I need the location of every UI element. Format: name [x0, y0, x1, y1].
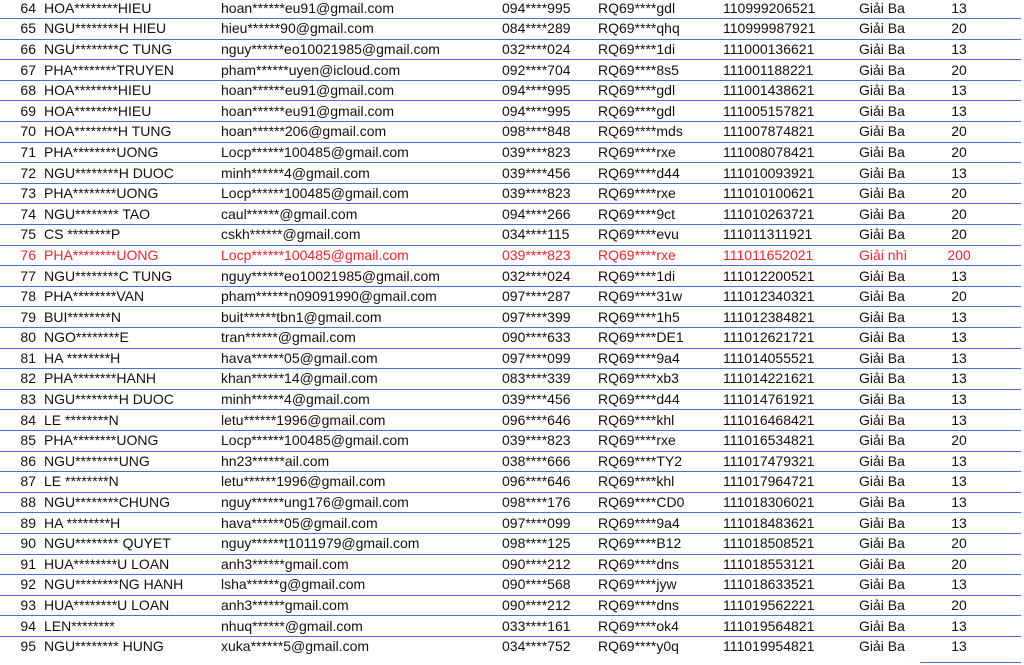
table-row [0, 142, 1021, 163]
table-row [0, 389, 1021, 410]
table-row [0, 19, 1021, 40]
prize-cell: Giải Ba [853, 204, 921, 225]
name-cell: NGU********H DUOC [40, 163, 218, 184]
phone-cell: 039****456 [500, 389, 598, 410]
prize-cell: Giải Ba [853, 369, 921, 390]
code-cell: RQ69****d44 [598, 163, 721, 184]
quantity-cell: 20 [921, 225, 1021, 246]
code-cell: RQ69****dns [598, 595, 721, 616]
phone-cell: 034****752 [502, 638, 571, 655]
row-number-cell: 73 [0, 183, 40, 204]
transaction-id-cell: 111014055521 [721, 348, 853, 369]
row-number-cell: 81 [0, 348, 40, 369]
email-cell: hn23******ail.com [218, 451, 500, 472]
code-cell: RQ69****1di [598, 39, 721, 60]
code-cell: RQ69****9a4 [598, 348, 721, 369]
quantity-cell: 20 [921, 286, 1021, 307]
prize-cell: Giải Ba [853, 533, 921, 554]
row-number-cell: 76 [0, 245, 40, 266]
phone-cell: 083****339 [500, 369, 598, 390]
row-number-cell: 75 [0, 225, 40, 246]
quantity-cell: 13 [921, 513, 1021, 534]
prize-cell: Giải Ba [853, 472, 921, 493]
code-cell: RQ69****y0q [598, 638, 679, 655]
table-row [0, 101, 1021, 122]
transaction-id-cell: 111001188221 [721, 60, 853, 81]
code-cell: RQ69****d44 [598, 389, 721, 410]
table-row [0, 533, 1021, 554]
phone-cell: 090****212 [500, 595, 598, 616]
prize-cell: Giải Ba [853, 410, 921, 431]
code-cell: RQ69****ok4 [598, 616, 721, 637]
quantity-cell: 13 [951, 638, 967, 655]
name-cell: PHA********UONG [40, 142, 218, 163]
quantity-cell: 13 [921, 616, 1021, 637]
name-cell: NGU******** QUYET [40, 533, 218, 554]
name-cell: LEN******** [40, 616, 218, 637]
name-cell: HUA********U LOAN [40, 595, 218, 616]
prize-cell: Giải Ba [853, 39, 921, 60]
email-cell: hoan******206@gmail.com [218, 122, 500, 143]
code-cell: RQ69****31w [598, 286, 721, 307]
phone-cell: 033****161 [500, 616, 598, 637]
phone-cell: 094****995 [500, 0, 598, 19]
quantity-cell: 13 [921, 307, 1021, 328]
phone-cell: 094****995 [500, 80, 598, 101]
code-cell: RQ69****gdl [598, 0, 721, 19]
row-number-cell: 79 [0, 307, 40, 328]
name-cell: HOA********H TUNG [40, 122, 218, 143]
prize-cell: Giải Ba [853, 19, 921, 40]
prize-cell: Giải Ba [853, 101, 921, 122]
code-cell: RQ69****rxe [598, 183, 721, 204]
email-cell: caul******@gmail.com [218, 204, 500, 225]
phone-cell: 034****115 [500, 225, 598, 246]
code-cell: RQ69****dns [598, 554, 721, 575]
email-cell: nhuq******@gmail.com [218, 616, 500, 637]
prize-cell: Giải Ba [853, 0, 921, 19]
prize-cell: Giải Ba [853, 389, 921, 410]
transaction-id-cell: 111007874821 [721, 122, 853, 143]
transaction-id-cell: 111012384821 [721, 307, 853, 328]
quantity-cell: 13 [921, 101, 1021, 122]
row-number-cell: 74 [0, 204, 40, 225]
phone-cell: 097****099 [500, 513, 598, 534]
email-cell: khan******14@gmail.com [218, 369, 500, 390]
quantity-cell: 13 [921, 492, 1021, 513]
email-cell: cskh******@gmail.com [218, 225, 500, 246]
prize-cell: Giải Ba [853, 451, 921, 472]
name-cell: NGU********H DUOC [40, 389, 218, 410]
transaction-id-cell: 111017964721 [721, 472, 853, 493]
code-cell: RQ69****TY2 [598, 451, 721, 472]
email-cell: tran******@gmail.com [218, 328, 500, 349]
table-row [0, 575, 1021, 596]
name-cell: PHA********TRUYEN [40, 60, 218, 81]
transaction-id-cell: 111018633521 [721, 575, 853, 596]
email-cell: nguy******t1011979@gmail.com [218, 533, 500, 554]
code-cell: RQ69****jyw [598, 575, 721, 596]
transaction-id-cell: 111010263721 [721, 204, 853, 225]
phone-cell: 090****568 [500, 575, 598, 596]
name-cell: BUI********N [40, 307, 218, 328]
table-row [0, 328, 1021, 349]
row-number-cell: 95 [20, 638, 36, 655]
code-cell: RQ69****8s5 [598, 60, 721, 81]
email-cell: Locp******100485@gmail.com [218, 183, 500, 204]
email-cell: letu******1996@gmail.com [218, 472, 500, 493]
transaction-id-cell: 111001438621 [721, 80, 853, 101]
row-number-cell: 82 [0, 369, 40, 390]
phone-cell: 094****995 [500, 101, 598, 122]
phone-cell: 097****287 [500, 286, 598, 307]
quantity-cell: 13 [921, 348, 1021, 369]
row-number-cell: 86 [0, 451, 40, 472]
table-row [0, 472, 1021, 493]
quantity-cell: 20 [921, 122, 1021, 143]
email-cell: hoan******eu91@gmail.com [218, 101, 500, 122]
phone-cell: 084****289 [500, 19, 598, 40]
row-number-cell: 92 [0, 575, 40, 596]
transaction-id-cell: 111017479321 [721, 451, 853, 472]
row-number-cell: 70 [0, 122, 40, 143]
email-cell: pham******uyen@icloud.com [218, 60, 500, 81]
prize-cell: Giải Ba [853, 513, 921, 534]
transaction-id-cell: 111011652021 [721, 245, 853, 266]
name-cell: PHA********VAN [40, 286, 218, 307]
table-row [0, 163, 1021, 184]
transaction-id-cell: 110999987921 [721, 19, 853, 40]
quantity-cell: 20 [921, 430, 1021, 451]
row-number-cell: 85 [0, 430, 40, 451]
phone-cell: 092****704 [500, 60, 598, 81]
row-number-cell: 65 [0, 19, 40, 40]
prize-cell: Giải Ba [853, 492, 921, 513]
email-cell: Locp******100485@gmail.com [218, 430, 500, 451]
phone-cell: 098****176 [500, 492, 598, 513]
name-cell: NGU********C TUNG [40, 266, 218, 287]
transaction-id-cell: 111012621721 [721, 328, 853, 349]
transaction-id-cell: 111016468421 [721, 410, 853, 431]
phone-cell: 096****646 [500, 472, 598, 493]
code-cell: RQ69****evu [598, 225, 721, 246]
quantity-cell: 20 [921, 60, 1021, 81]
email-cell: nguy******eo10021985@gmail.com [218, 39, 500, 60]
name-cell: HOA********HIEU [40, 80, 218, 101]
email-cell: hoan******eu91@gmail.com [218, 0, 500, 19]
row-number-cell: 64 [0, 0, 40, 19]
row-number-cell: 66 [0, 39, 40, 60]
transaction-id-cell: 111010093921 [721, 163, 853, 184]
code-cell: RQ69****rxe [598, 430, 721, 451]
quantity-cell: 13 [921, 0, 1021, 19]
prize-cell: Giải Ba [853, 286, 921, 307]
row-number-cell: 67 [0, 60, 40, 81]
transaction-id-cell: 111018483621 [721, 513, 853, 534]
phone-cell: 039****823 [500, 183, 598, 204]
code-cell: RQ69****xb3 [598, 369, 721, 390]
quantity-cell: 13 [921, 575, 1021, 596]
table-row [0, 348, 1021, 369]
prize-cell: Giải Ba [853, 307, 921, 328]
transaction-id-cell: 111019562221 [721, 595, 853, 616]
email-cell: pham******n09091990@gmail.com [218, 286, 500, 307]
email-cell: minh******4@gmail.com [218, 163, 500, 184]
table-row [0, 60, 1021, 81]
table-row [0, 225, 1021, 246]
phone-cell: 039****456 [500, 163, 598, 184]
name-cell: HUA********U LOAN [40, 554, 218, 575]
quantity-cell: 20 [921, 142, 1021, 163]
quantity-cell: 20 [921, 554, 1021, 575]
prize-cell: Giải Ba [853, 80, 921, 101]
table-row [0, 616, 1021, 637]
prize-cell: Giải Ba [853, 595, 921, 616]
name-cell: LE ********N [40, 410, 218, 431]
transaction-id-cell: 111018306021 [721, 492, 853, 513]
quantity-cell: 13 [921, 410, 1021, 431]
table-row [0, 451, 1021, 472]
table-row [0, 0, 1021, 19]
transaction-id-cell: 111019954821 [723, 638, 815, 655]
email-cell: nguy******eo10021985@gmail.com [218, 266, 500, 287]
email-cell: hieu******90@gmail.com [218, 19, 500, 40]
quantity-cell: 13 [921, 328, 1021, 349]
transaction-id-cell: 111010100621 [721, 183, 853, 204]
phone-cell: 039****823 [500, 142, 598, 163]
name-cell: NGU********H HIEU [40, 19, 218, 40]
table-row [0, 183, 1021, 204]
prize-cell: Giải Ba [859, 638, 905, 655]
email-cell: hava******05@gmail.com [218, 348, 500, 369]
transaction-id-cell: 111019564821 [721, 616, 853, 637]
name-cell: NGU********C TUNG [40, 39, 218, 60]
table-row [0, 80, 1021, 101]
quantity-cell: 13 [921, 472, 1021, 493]
phone-cell: 038****666 [500, 451, 598, 472]
table-row [0, 513, 1021, 534]
code-cell: RQ69****khl [598, 472, 721, 493]
quantity-cell: 13 [921, 369, 1021, 390]
table-row [0, 204, 1021, 225]
code-cell: RQ69****1h5 [598, 307, 721, 328]
quantity-cell: 20 [921, 183, 1021, 204]
phone-cell: 090****212 [500, 554, 598, 575]
quantity-cell: 13 [921, 266, 1021, 287]
prize-cell: Giải Ba [853, 348, 921, 369]
phone-cell: 097****399 [500, 307, 598, 328]
name-cell: HOA********HIEU [40, 101, 218, 122]
email-cell: hava******05@gmail.com [218, 513, 500, 534]
email-cell: nguy******ung176@gmail.com [218, 492, 500, 513]
prize-cell: Giải Ba [853, 430, 921, 451]
quantity-cell: 20 [921, 533, 1021, 554]
table-row [0, 554, 1021, 575]
row-number-cell: 71 [0, 142, 40, 163]
name-cell: NGU********CHUNG [40, 492, 218, 513]
quantity-column-bottom-border [920, 662, 1021, 663]
phone-cell: 032****024 [500, 39, 598, 60]
row-number-cell: 68 [0, 80, 40, 101]
code-cell: RQ69****khl [598, 410, 721, 431]
name-cell: NGU********UNG [40, 451, 218, 472]
table-row-highlighted [0, 245, 1021, 266]
transaction-id-cell: 111008078421 [721, 142, 853, 163]
code-cell: RQ69****mds [598, 122, 721, 143]
row-number-cell: 93 [0, 595, 40, 616]
phone-cell: 039****823 [500, 245, 598, 266]
phone-cell: 090****633 [500, 328, 598, 349]
name-cell: HOA********HIEU [40, 0, 218, 19]
prize-cell: Giải Ba [853, 60, 921, 81]
row-number-cell: 78 [0, 286, 40, 307]
transaction-id-cell: 111005157821 [721, 101, 853, 122]
name-cell: PHA********HANH [40, 369, 218, 390]
phone-cell: 039****823 [500, 430, 598, 451]
transaction-id-cell: 111000136621 [721, 39, 853, 60]
table-row [0, 410, 1021, 431]
transaction-id-cell: 111012340321 [721, 286, 853, 307]
code-cell: RQ69****CD0 [598, 492, 721, 513]
phone-cell: 098****848 [500, 122, 598, 143]
quantity-cell: 13 [921, 39, 1021, 60]
code-cell: RQ69****9a4 [598, 513, 721, 534]
transaction-id-cell: 111018553121 [721, 554, 853, 575]
transaction-id-cell: 111018508521 [721, 533, 853, 554]
row-number-cell: 72 [0, 163, 40, 184]
email-cell: Locp******100485@gmail.com [218, 142, 500, 163]
row-number-cell: 90 [0, 533, 40, 554]
name-cell: HA ********H [40, 348, 218, 369]
table-row [0, 636, 1021, 657]
name-cell: NGU******** TAO [40, 204, 218, 225]
code-cell: RQ69****B12 [598, 533, 721, 554]
quantity-cell: 13 [921, 389, 1021, 410]
email-cell: minh******4@gmail.com [218, 389, 500, 410]
name-cell: PHA********UONG [40, 430, 218, 451]
quantity-cell: 20 [921, 204, 1021, 225]
quantity-cell: 20 [921, 19, 1021, 40]
quantity-cell: 13 [921, 80, 1021, 101]
row-number-cell: 94 [0, 616, 40, 637]
code-cell: RQ69****1di [598, 266, 721, 287]
row-number-cell: 89 [0, 513, 40, 534]
prize-cell: Giải Ba [853, 163, 921, 184]
table-row [0, 492, 1021, 513]
transaction-id-cell: 110999206521 [721, 0, 853, 19]
phone-cell: 097****099 [500, 348, 598, 369]
transaction-id-cell: 111014761921 [721, 389, 853, 410]
table-row [0, 286, 1021, 307]
phone-cell: 032****024 [500, 266, 598, 287]
prize-cell: Giải Ba [853, 616, 921, 637]
prize-cell: Giải Ba [853, 225, 921, 246]
name-cell: PHA********UONG [40, 245, 218, 266]
name-cell: NGU******** HUNG [44, 638, 164, 655]
phone-cell: 098****125 [500, 533, 598, 554]
quantity-cell: 20 [921, 595, 1021, 616]
email-cell: Locp******100485@gmail.com [218, 245, 500, 266]
prize-cell: Giải Ba [853, 183, 921, 204]
table-row [0, 430, 1021, 451]
row-number-cell: 80 [0, 328, 40, 349]
name-cell: LE ********N [40, 472, 218, 493]
table-row [0, 266, 1021, 287]
name-cell: PHA********UONG [40, 183, 218, 204]
code-cell: RQ69****DE1 [598, 328, 721, 349]
email-cell: anh3******gmail.com [218, 554, 500, 575]
prize-cell: Giải Ba [853, 266, 921, 287]
transaction-id-cell: 111012200521 [721, 266, 853, 287]
table-row [0, 122, 1021, 143]
email-cell: letu******1996@gmail.com [218, 410, 500, 431]
code-cell: RQ69****qhq [598, 19, 721, 40]
prize-cell: Giải Ba [853, 142, 921, 163]
row-number-cell: 88 [0, 492, 40, 513]
name-cell: NGU********NG HANH [40, 575, 218, 596]
quantity-cell: 13 [921, 163, 1021, 184]
table-row [0, 369, 1021, 390]
name-cell: CS ********P [40, 225, 218, 246]
code-cell: RQ69****rxe [598, 245, 721, 266]
email-cell: xuka******5@gmail.com [221, 638, 370, 655]
transaction-id-cell: 111014221621 [721, 369, 853, 390]
name-cell: HA ********H [40, 513, 218, 534]
row-number-cell: 83 [0, 389, 40, 410]
transaction-id-cell: 111011311921 [721, 225, 853, 246]
phone-cell: 096****646 [500, 410, 598, 431]
transaction-id-cell: 111016534821 [721, 430, 853, 451]
email-cell: lsha******g@gmail.com [218, 575, 500, 596]
email-cell: hoan******eu91@gmail.com [218, 80, 500, 101]
code-cell: RQ69****gdl [598, 101, 721, 122]
table-row [0, 39, 1021, 60]
name-cell: NGO********E [40, 328, 218, 349]
row-number-cell: 91 [0, 554, 40, 575]
prize-cell: Giải nhì [853, 245, 921, 266]
code-cell: RQ69****9ct [598, 204, 721, 225]
prize-cell: Giải Ba [853, 575, 921, 596]
email-cell: buit******tbn1@gmail.com [218, 307, 500, 328]
quantity-cell: 13 [921, 451, 1021, 472]
row-number-cell: 84 [0, 410, 40, 431]
email-cell: anh3******gmail.com [218, 595, 500, 616]
table-row [0, 307, 1021, 328]
row-number-cell: 77 [0, 266, 40, 287]
code-cell: RQ69****gdl [598, 80, 721, 101]
prize-cell: Giải Ba [853, 554, 921, 575]
prize-cell: Giải Ba [853, 122, 921, 143]
code-cell: RQ69****rxe [598, 142, 721, 163]
row-number-cell: 69 [0, 101, 40, 122]
prize-cell: Giải Ba [853, 328, 921, 349]
table-row [0, 595, 1021, 616]
quantity-cell: 200 [921, 245, 1021, 266]
row-number-cell: 87 [0, 472, 40, 493]
phone-cell: 094****266 [500, 204, 598, 225]
